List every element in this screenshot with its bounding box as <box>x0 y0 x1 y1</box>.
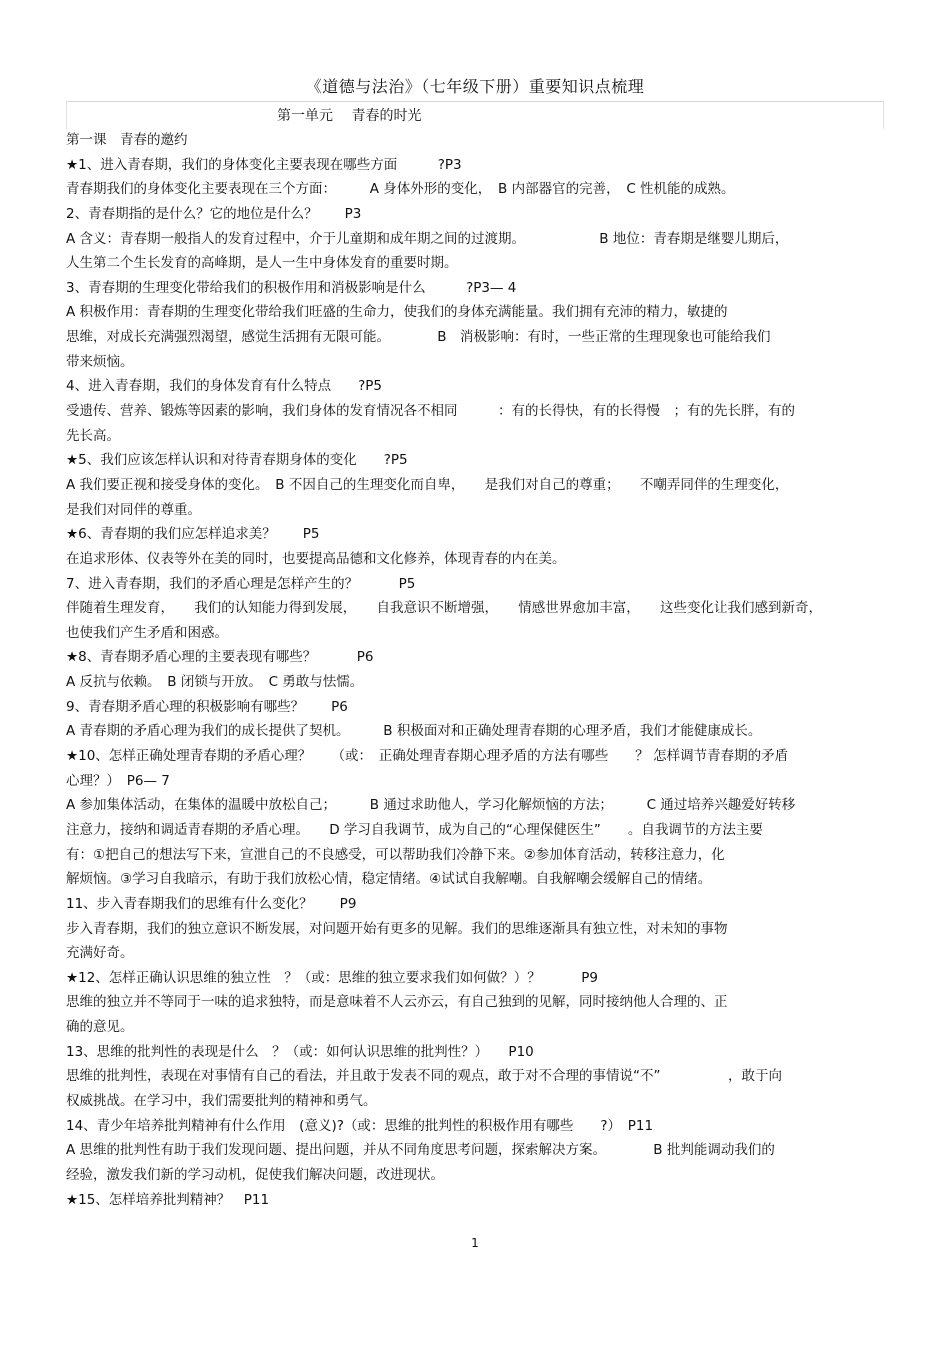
text-line: 7、进入青春期，我们的矛盾心理是怎样产生的？ P5 <box>66 575 416 592</box>
text-line: 确的意见。 <box>66 1019 134 1036</box>
text-line: 人生第二个生长发育的高峰期，是人一生中身体发育的重要时期。 <box>66 255 458 272</box>
text-line: 先长高。 <box>66 427 120 444</box>
text-line: A 含义：青春期一般指人的发育过程中，介于儿童期和成年期之间的过渡期。 B 地位：青春期是继婴儿期后， <box>66 230 789 247</box>
text-line: 2、青春期指的是什么？它的地位是什么？ P3 <box>66 205 362 222</box>
text-line: 14、青少年培养批判精神有什么作用 (意义)?（或：思维的批判性的积极作用有哪些 ?） P11 <box>66 1117 654 1134</box>
text-line: 心理？） P6— 7 <box>66 772 170 789</box>
text-line: 13、思维的批判性的表现是什么 ？（或：如何认识思维的批判性？） P10 <box>66 1043 534 1060</box>
text-line: ★1、进入青春期，我们的身体变化主要表现在哪些方面 ?P3 <box>66 156 462 173</box>
unit-header-box <box>66 101 884 129</box>
text-line: A 青春期的矛盾心理为我们的成长提供了契机。 B 积极面对和正确处理青春期的心理矛盾，我们才能健康成长。 <box>66 723 762 740</box>
text-line: 青春期我们的身体变化主要表现在三个方面： A 身体外形的变化， B 内部器官的完善， C 性机能的成熟。 <box>66 181 735 198</box>
text-line: 受遗传、营养、锻炼等因素的影响，我们身体的发育情况各不相同 ：有的长得快，有的长得慢 ；有的先长胖，有的 <box>66 403 795 420</box>
text-line: A 参加集体活动，在集体的温暖中放松自己； B 通过求助他人，学习化解烦恼的方法； C 通过培养兴趣爱好转移 <box>66 797 796 814</box>
text-line: 也使我们产生矛盾和困惑。 <box>66 624 228 641</box>
text-line: 充满好奇。 <box>66 945 134 962</box>
text-line: ★6、青春期的我们应怎样追求美？ P5 <box>66 526 320 543</box>
text-line: ★15、怎样培养批判精神？ P11 <box>66 1191 270 1208</box>
text-line: 第一课 青春的邀约 <box>66 132 188 148</box>
text-line: A 反抗与依赖。 B 闭锁与开放。 C 勇敢与怯懦。 <box>66 674 364 691</box>
text-line: 伴随着生理发育， 我们的认知能力得到发展， 自我意识不断增强， 情感世界愈加丰富， 这些变化让我们感到新奇， <box>66 600 822 617</box>
body-text <box>66 128 886 1212</box>
text-line: 注意力，接纳和调适青春期的矛盾心理。 D 学习自我调节，成为自己的“心理保健医生” 。自我调节的方法主要 <box>66 821 763 838</box>
text-line: A 我们要正视和接受身体的变化。 B 不因自己的生理变化而自卑， 是我们对自己的尊重； 不嘲弄同伴的生理变化， <box>66 476 789 493</box>
text-line: A 积极作用：青春期的生理变化带给我们旺盛的生命力，使我们的身体充满能量。我们拥有充沛的精力，敏捷的 <box>66 304 728 321</box>
text-line: ★5、我们应该怎样认识和对待青春期身体的变化 ?P5 <box>66 452 408 469</box>
text-line: ★12、怎样正确认识思维的独立性 ？（或：思维的独立要求我们如何做？）？ P9 <box>66 969 599 986</box>
text-line: 在追求形体、仪表等外在美的同时，也要提高品德和文化修养，体现青春的内在美。 <box>66 550 566 567</box>
text-line: 3、青春期的生理变化带给我们的积极作用和消极影响是什么 ?P3— 4 <box>66 279 517 296</box>
text-line: 9、青春期矛盾心理的积极影响有哪些？ P6 <box>66 698 348 715</box>
text-line: A 思维的批判性有助于我们发现问题、提出问题，并从不同角度思考问题，探索解决方案。 B 批判能调动我们的 <box>66 1142 775 1159</box>
text-line: 4、进入青春期，我们的身体发育有什么特点 ?P5 <box>66 378 382 395</box>
text-line: 是我们对同伴的尊重。 <box>66 501 201 518</box>
text-line: 11、步入青春期我们的思维有什么变化？ P9 <box>66 895 357 912</box>
document-title: 《道德与法治》（七年级下册）重要知识点梳理 <box>305 77 645 96</box>
text-line: 经验，激发我们新的学习动机，促使我们解决问题，改进现状。 <box>66 1166 444 1183</box>
text-line: 权威挑战。在学习中，我们需要批判的精神和勇气。 <box>66 1092 377 1109</box>
text-line: 步入青春期，我们的独立意识不断发展，对问题开始有更多的见解。我们的思维逐渐具有独立性，对未知的事物 <box>66 920 728 937</box>
text-line: 带来烦恼。 <box>66 353 134 370</box>
text-line: 思维的批判性，表现在对事情有自己的看法，并且敢于发表不同的观点，敢于对不合理的事情说“不” ，敢于向 <box>66 1068 782 1085</box>
text-line: 解烦恼。③学习自我暗示，有助于我们放松心情，稳定情绪。④试试自我解嘲。自我解嘲会缓解自己的情绪。 <box>66 871 712 888</box>
unit-title: 第一单元 青春的时光 <box>277 108 422 124</box>
text-line: ★8、青春期矛盾心理的主要表现有哪些？ P6 <box>66 649 374 666</box>
text-line: 思维的独立并不等同于一味的追求独特，而是意味着不人云亦云，有自己独到的见解，同时接纳他人合理的、正 <box>66 994 728 1011</box>
page-number: 1 <box>471 1236 479 1250</box>
text-line: 思维，对成长充满强烈渴望，感觉生活拥有无限可能。 B 消极影响：有时，一些正常的生理现象也可能给我们 <box>66 329 771 346</box>
text-line: ★10、怎样正确处理青春期的矛盾心理？ （或： 正确处理青春期心理矛盾的方法有哪些 ？ 怎样调节青春期的矛盾 <box>66 748 789 765</box>
text-line: 有：①把自己的想法写下来，宣泄自己的不良感受，可以帮助我们冷静下来。②参加体育活动，转移注意力，化 <box>66 846 725 863</box>
